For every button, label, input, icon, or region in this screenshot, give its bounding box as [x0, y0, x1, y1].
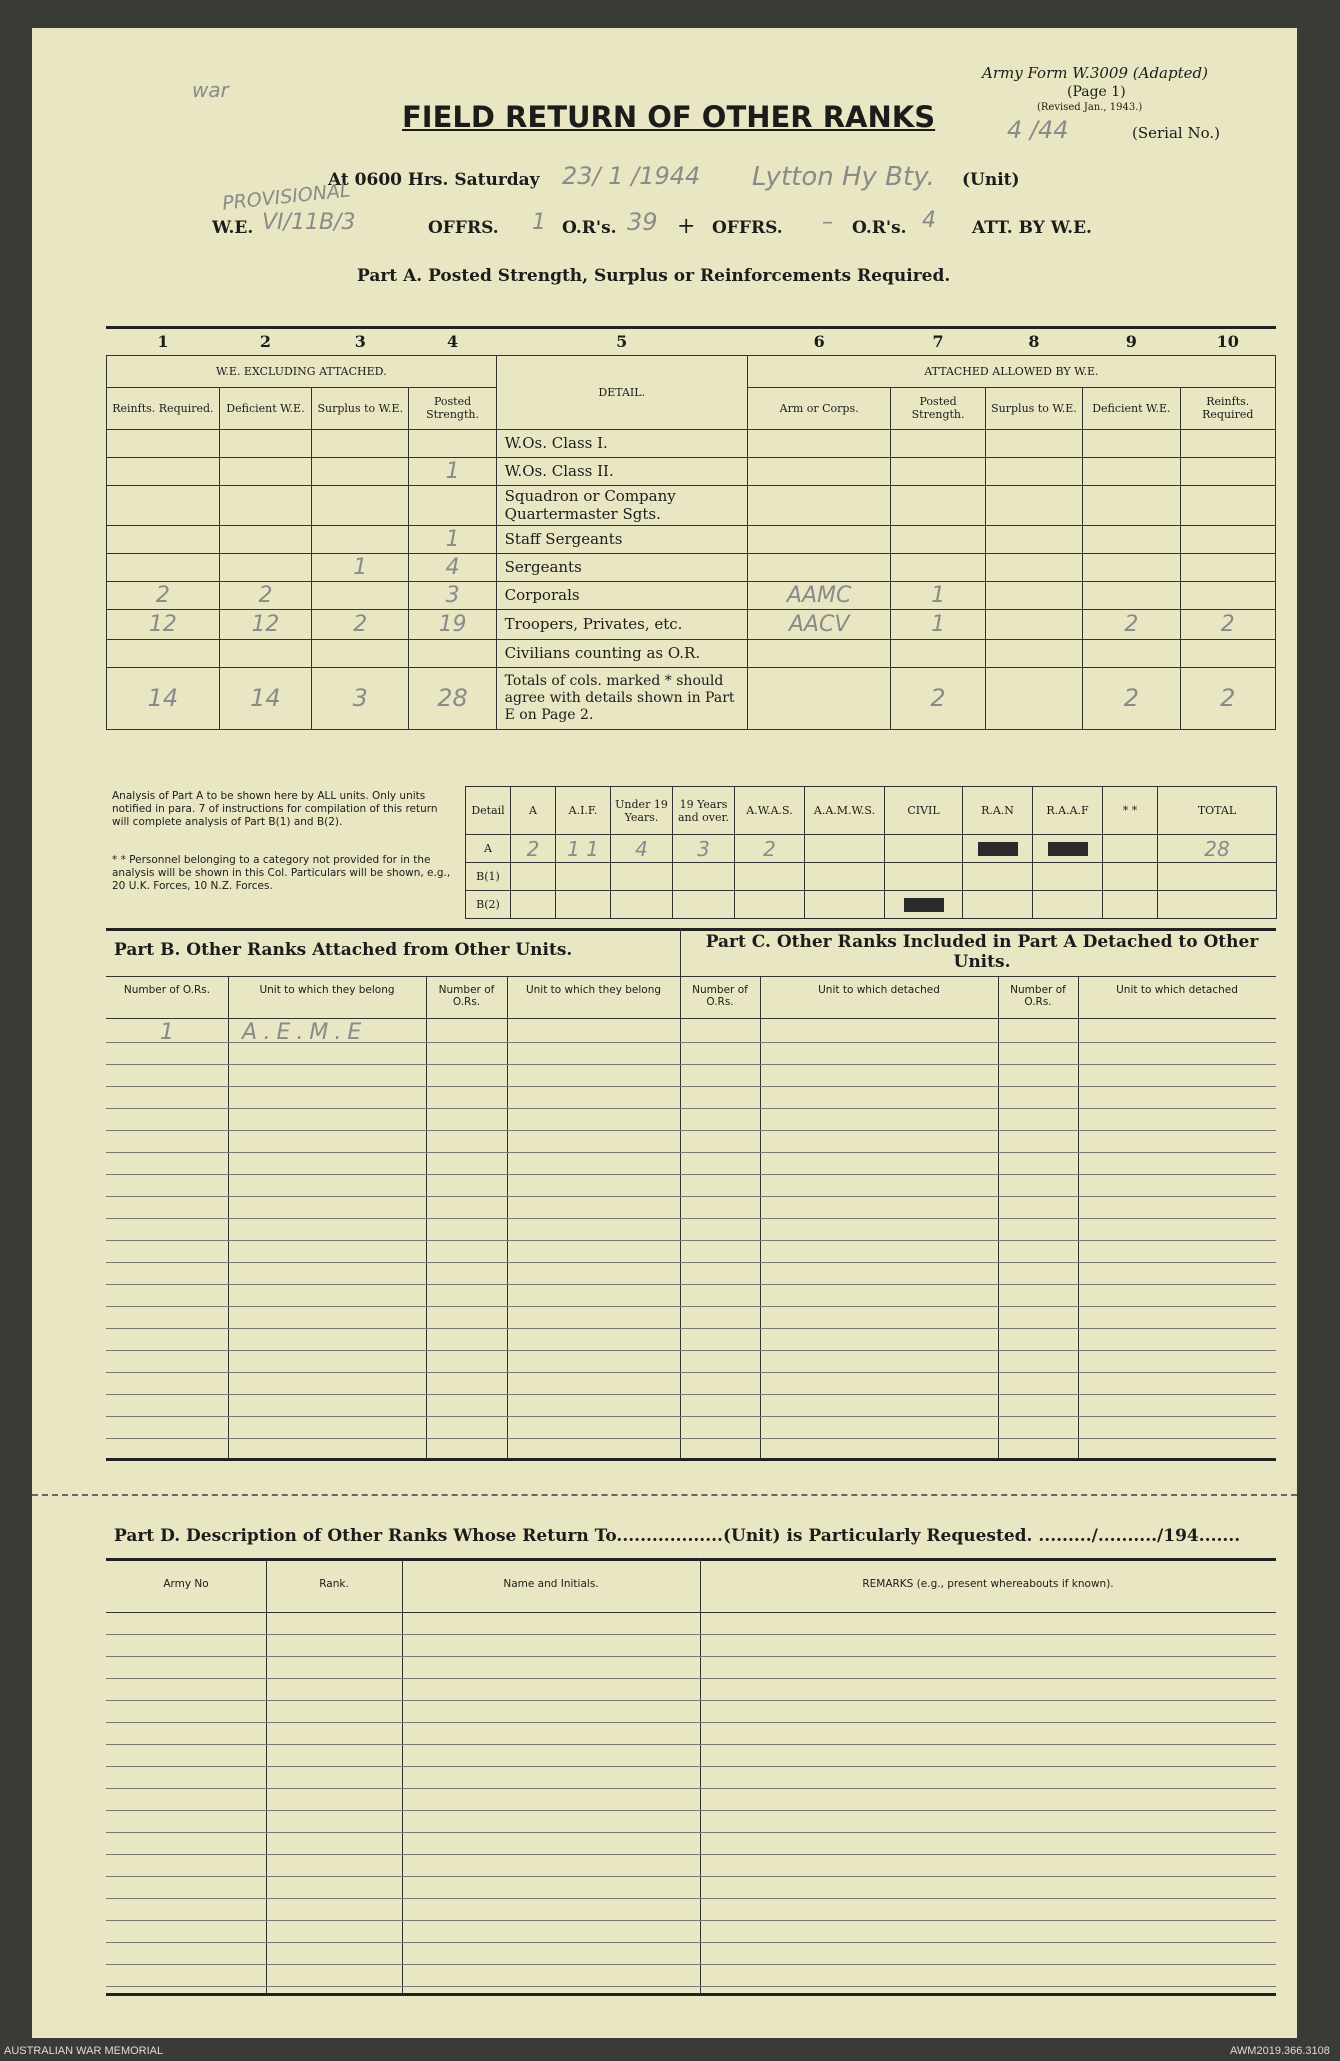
cell-value: [985, 525, 1082, 553]
analysis-cell: 28: [1158, 835, 1277, 863]
serial-value: 4 /44: [1007, 116, 1069, 144]
grid-vline: [760, 976, 761, 1458]
cell-value: [891, 525, 985, 553]
col-num: 6: [813, 332, 825, 352]
grid-vline: [998, 976, 999, 1458]
entry-unit: A.E.M.E: [242, 1020, 368, 1045]
at-label: At 0600 Hrs. Saturday: [328, 170, 540, 190]
analysis-header: Detail: [466, 787, 511, 835]
cell-value: [747, 525, 891, 553]
att-label: ATT. BY W.E.: [972, 218, 1092, 238]
total-value: [747, 667, 891, 729]
analysis-header: A.I.F.: [556, 787, 611, 835]
grid-bottom-rule: [106, 1993, 1276, 1996]
cell-value: [312, 429, 409, 457]
cell-value: 2: [1083, 609, 1180, 639]
cell-value: [219, 525, 311, 553]
cell-value: [891, 457, 985, 485]
analysis-header: R.A.A.F: [1033, 787, 1103, 835]
offrs-value-1: 1: [532, 210, 546, 235]
cell-value: [747, 639, 891, 667]
col-header: Posted Strength.: [891, 387, 985, 429]
row-label: Civilians counting as O.R.: [496, 639, 747, 667]
grid-hline: [106, 1240, 1276, 1241]
analysis-cell: [1158, 891, 1277, 919]
serial-label: (Serial No.): [1132, 124, 1220, 142]
grid-vline: [266, 1558, 267, 1993]
analysis-header: Under 19 Years.: [611, 787, 673, 835]
grid-hline: [106, 1612, 1276, 1613]
form-id: Army Form W.3009 (Adapted): [982, 64, 1208, 82]
cell-value: [312, 485, 409, 525]
cell-value: 2: [107, 581, 220, 609]
cell-value: [409, 639, 496, 667]
table-row: [107, 457, 1276, 485]
date-value: 23/ 1 /1944: [562, 162, 701, 190]
offrs-label-2: OFFRS.: [712, 218, 783, 238]
cell-value: [219, 639, 311, 667]
analysis-cell: [963, 835, 1033, 863]
grid-hline: [106, 1898, 1276, 1899]
part-a-title: Part A. Posted Strength, Surplus or Reinforcements Required.: [357, 266, 951, 286]
totals-row: [107, 667, 1276, 729]
grid-hline: [106, 1416, 1276, 1417]
cell-value: 2: [1180, 609, 1275, 639]
cell-value: [985, 609, 1082, 639]
cell-value: [985, 581, 1082, 609]
analysis-header: R.A.N: [963, 787, 1033, 835]
totals-label: Totals of cols. marked * should agree with details shown in Part E on Page 2.: [496, 667, 747, 729]
form-revised: (Revised Jan., 1943.): [1037, 102, 1143, 113]
cell-value: [107, 485, 220, 525]
cell-value: [747, 457, 891, 485]
column-header: Name and Initials.: [503, 1578, 599, 1590]
analysis-cell: 1 1: [556, 835, 611, 863]
analysis-cell: [673, 863, 735, 891]
row-label: Corporals: [496, 581, 747, 609]
analysis-cell: [963, 891, 1033, 919]
page-title: FIELD RETURN OF OTHER RANKS: [402, 100, 936, 134]
total-value: 28: [409, 667, 496, 729]
column-header: Number of O.Rs.: [692, 984, 748, 1008]
grid-hline: [106, 1284, 1276, 1285]
cell-value: 2: [219, 581, 311, 609]
col-num: 3: [354, 332, 366, 352]
ors-label-1: O.R's.: [562, 218, 617, 238]
analysis-cell: [611, 863, 673, 891]
col-header: Surplus to W.E.: [312, 387, 409, 429]
grid-hline: [106, 1832, 1276, 1833]
analysis-row-label: B(1): [466, 863, 511, 891]
cell-value: 1: [409, 525, 496, 553]
analysis-cell: [885, 891, 963, 919]
cell-value: 4: [409, 553, 496, 581]
analysis-cell: [805, 863, 885, 891]
row-label: W.Os. Class I.: [496, 429, 747, 457]
cell-value: 2: [312, 609, 409, 639]
we-excluding-header: W.E. EXCLUDING ATTACHED.: [107, 355, 497, 387]
cell-value: [219, 457, 311, 485]
analysis-cell: [556, 891, 611, 919]
footer-right: AWM2019.366.3108: [1230, 2045, 1330, 2057]
grid-hline: [106, 1678, 1276, 1679]
grid-hline: [106, 1656, 1276, 1657]
footer-left: AUSTRALIAN WAR MEMORIAL: [4, 2045, 164, 2057]
row-label: Squadron or Company Quartermaster Sgts.: [496, 485, 747, 525]
cell-value: 1: [891, 609, 985, 639]
analysis-row: [466, 891, 1277, 919]
column-header: Number of O.Rs.: [1010, 984, 1066, 1008]
col-num: 9: [1125, 332, 1137, 352]
cell-value: [1083, 581, 1180, 609]
analysis-cell: 3: [673, 835, 735, 863]
analysis-cell: [735, 863, 805, 891]
detail-header: DETAIL.: [496, 355, 747, 429]
blackout-mark: [1048, 842, 1088, 856]
grid-hline: [106, 1394, 1276, 1395]
ors-value-1: 39: [627, 208, 658, 236]
grid-hline: [106, 1744, 1276, 1745]
unit-label: (Unit): [962, 170, 1020, 190]
grid-vline: [680, 976, 681, 1458]
grid-hline: [106, 1700, 1276, 1701]
analysis-cell: 2: [735, 835, 805, 863]
total-value: 2: [1083, 667, 1180, 729]
grid-hline: [106, 1130, 1276, 1131]
grid-hline: [106, 1986, 1276, 1987]
analysis-header: A.A.M.W.S.: [805, 787, 885, 835]
grid-hline: [106, 1438, 1276, 1439]
col-num: 4: [446, 332, 459, 352]
cell-value: [891, 553, 985, 581]
grid-hline: [106, 1722, 1276, 1723]
cell-value: [891, 639, 985, 667]
grid-hline: [106, 1810, 1276, 1811]
grid-hline: [106, 1350, 1276, 1351]
cell-value: [747, 553, 891, 581]
table-row: [107, 609, 1276, 639]
total-value: 2: [1180, 667, 1275, 729]
col-header: Deficient W.E.: [1083, 387, 1180, 429]
analysis-cell: [805, 891, 885, 919]
column-header: Number of O.Rs.: [123, 984, 211, 996]
part-c-title: Part C. Other Ranks Included in Part A Detached to Other Units.: [705, 932, 1259, 972]
cell-value: [219, 429, 311, 457]
grid-vline: [228, 976, 229, 1458]
analysis-header: A: [511, 787, 556, 835]
analysis-cell: 2: [511, 835, 556, 863]
analysis-cell: [511, 891, 556, 919]
analysis-cell: [1033, 863, 1103, 891]
blackout-mark: [978, 842, 1018, 856]
cell-value: [747, 485, 891, 525]
total-value: 2: [891, 667, 985, 729]
col-num: 8: [1028, 332, 1040, 352]
grid-hline: [106, 1174, 1276, 1175]
cell-value: [107, 525, 220, 553]
cell-value: [107, 553, 220, 581]
cell-value: [747, 429, 891, 457]
cell-value: [891, 429, 985, 457]
cell-value: [985, 457, 1082, 485]
grid-vline: [426, 976, 427, 1458]
total-value: [985, 667, 1082, 729]
col-num: 7: [932, 332, 944, 352]
provisional-note: PROVISIONAL: [221, 179, 352, 215]
blackout-mark: [904, 898, 944, 912]
part-d-title: Part D. Description of Other Ranks Whose Return To..................(Unit) is Particularly Requested. ........./........../194.......: [114, 1526, 1241, 1546]
cell-value: [891, 485, 985, 525]
grid-hline: [106, 1788, 1276, 1789]
cell-value: [107, 639, 220, 667]
ors-value-2: 4: [922, 208, 936, 233]
ors-label-2: O.R's.: [852, 218, 907, 238]
analysis-cell: [1103, 835, 1158, 863]
table-row: [107, 429, 1276, 457]
grid-hline: [106, 1086, 1276, 1087]
grid-bottom-rule: [106, 1458, 1276, 1461]
total-value: 14: [107, 667, 220, 729]
cell-value: 12: [107, 609, 220, 639]
cell-value: [409, 485, 496, 525]
column-header: Unit to which they belong: [259, 984, 395, 996]
col-num: 1: [157, 332, 169, 352]
column-header: REMARKS (e.g., present whereabouts if known).: [862, 1578, 1114, 1590]
col-num: 5: [616, 332, 628, 352]
col-header: Reinfts. Required: [1180, 387, 1275, 429]
analysis-cell: [1158, 863, 1277, 891]
we-value: VI/11B/3: [262, 210, 356, 235]
total-value: 3: [312, 667, 409, 729]
analysis-row: [466, 863, 1277, 891]
margin-note: war: [192, 78, 229, 102]
cell-value: [219, 485, 311, 525]
unit-value: Lytton Hy Bty.: [752, 162, 935, 192]
column-number-row: [107, 329, 1276, 355]
cell-value: 1: [891, 581, 985, 609]
analysis-cell: [511, 863, 556, 891]
analysis-note-2: * * Personnel belonging to a category not provided for in the analysis will be shown in this Col. Particulars will be shown, e.g., 20 U.K. Forces, 10 N.Z. Forces.: [112, 854, 451, 892]
grid-hline: [106, 1218, 1276, 1219]
grid-hline: [106, 1634, 1276, 1635]
cell-value: 12: [219, 609, 311, 639]
cell-value: 3: [409, 581, 496, 609]
analysis-header: * *: [1103, 787, 1158, 835]
grid-hline: [106, 1262, 1276, 1263]
col-header: Reinfts. Required.: [107, 387, 220, 429]
grid-vline: [507, 976, 508, 1458]
grid-hline: [106, 1372, 1276, 1373]
cell-value: [312, 525, 409, 553]
row-label: Troopers, Privates, etc.: [496, 609, 747, 639]
analysis-row-label: A: [466, 835, 511, 863]
column-header: Unit to which they belong: [525, 984, 662, 996]
column-header: Number of O.Rs.: [438, 984, 495, 1008]
grid-hline: [106, 1152, 1276, 1153]
attached-header: ATTACHED ALLOWED BY W.E.: [747, 355, 1275, 387]
cell-value: [1180, 429, 1275, 457]
analysis-cell: 4: [611, 835, 673, 863]
analysis-header: CIVIL: [885, 787, 963, 835]
cell-value: [985, 553, 1082, 581]
table-row: [107, 525, 1276, 553]
cell-value: [1180, 553, 1275, 581]
grid-vline: [402, 1558, 403, 1993]
form-paper: [32, 28, 1297, 2038]
cell-value: [985, 429, 1082, 457]
row-label: Sergeants: [496, 553, 747, 581]
cell-value: [1083, 553, 1180, 581]
grid-hline: [106, 1876, 1276, 1877]
grid-hline: [106, 1064, 1276, 1065]
analysis-row-label: B(2): [466, 891, 511, 919]
analysis-cell: [1103, 891, 1158, 919]
analysis-cell: [673, 891, 735, 919]
cell-value: [1083, 639, 1180, 667]
analysis-header: 19 Years and over.: [673, 787, 735, 835]
tear-line: [32, 1494, 1297, 1496]
table-row: [107, 639, 1276, 667]
cell-value: [312, 457, 409, 485]
col-header: Posted Strength.: [409, 387, 496, 429]
table-row: [107, 581, 1276, 609]
analysis-cell: [556, 863, 611, 891]
column-header: Rank.: [319, 1578, 349, 1590]
cell-value: 1: [409, 457, 496, 485]
cell-value: [409, 429, 496, 457]
analysis-cell: [611, 891, 673, 919]
col-header: Deficient W.E.: [219, 387, 311, 429]
cell-value: [219, 553, 311, 581]
grid-vline: [700, 1558, 701, 1993]
analysis-cell: [1103, 863, 1158, 891]
col-header: Arm or Corps.: [747, 387, 891, 429]
plus-sign: +: [677, 214, 696, 239]
cell-value: [107, 429, 220, 457]
cell-value: [312, 581, 409, 609]
grid-hline: [106, 1018, 1276, 1019]
grid-hline: [106, 1328, 1276, 1329]
col-num: 10: [1216, 332, 1239, 352]
cell-value: [1180, 639, 1275, 667]
cell-value: [1180, 525, 1275, 553]
cell-value: [1180, 581, 1275, 609]
cell-value: AAMC: [747, 581, 891, 609]
row-label: Staff Sergeants: [496, 525, 747, 553]
grid-hline: [106, 1854, 1276, 1855]
analysis-cell: [1033, 891, 1103, 919]
part-a-table: [106, 329, 1276, 730]
cell-value: [985, 639, 1082, 667]
analysis-cell: [885, 835, 963, 863]
table-row: [107, 553, 1276, 581]
grid-vline: [1078, 976, 1079, 1458]
column-header: Unit to which detached: [818, 984, 940, 996]
analysis-table: [465, 786, 1277, 919]
cell-value: [1083, 485, 1180, 525]
offrs-value-2: –: [822, 210, 833, 235]
cell-value: AACV: [747, 609, 891, 639]
analysis-cell: [963, 863, 1033, 891]
offrs-label-1: OFFRS.: [428, 218, 499, 238]
analysis-row: [466, 835, 1277, 863]
cell-value: [1083, 429, 1180, 457]
analysis-header: A.W.A.S.: [735, 787, 805, 835]
column-header: Army No: [163, 1578, 209, 1590]
part-b-title: Part B. Other Ranks Attached from Other Units.: [114, 940, 573, 960]
row-label: W.Os. Class II.: [496, 457, 747, 485]
grid-hline: [106, 1108, 1276, 1109]
grid-hline: [106, 1766, 1276, 1767]
analysis-cell: [805, 835, 885, 863]
analysis-header: TOTAL: [1158, 787, 1277, 835]
cell-value: [1083, 525, 1180, 553]
cell-value: [1083, 457, 1180, 485]
analysis-cell: [885, 863, 963, 891]
cell-value: [312, 639, 409, 667]
analysis-cell: [735, 891, 805, 919]
grid-hline: [106, 1920, 1276, 1921]
we-label: W.E.: [212, 218, 254, 238]
grid-hline: [106, 1196, 1276, 1197]
analysis-note: Analysis of Part A to be shown here by ALL units. Only units notified in para. 7 of instructions for compilation of this return will complete analysis of Part B(1) and B(2).: [112, 790, 438, 828]
col-header: Surplus to W.E.: [985, 387, 1082, 429]
column-header: Unit to which detached: [1116, 984, 1238, 996]
col-num: 2: [259, 332, 271, 352]
grid-hline: [106, 1306, 1276, 1307]
cell-value: [1180, 457, 1275, 485]
cell-value: 1: [312, 553, 409, 581]
cell-value: 19: [409, 609, 496, 639]
total-value: 14: [219, 667, 311, 729]
analysis-cell: [1033, 835, 1103, 863]
form-page: (Page 1): [1067, 84, 1126, 100]
grid-hline: [106, 1964, 1276, 1965]
grid-hline: [106, 1942, 1276, 1943]
cell-value: [985, 485, 1082, 525]
cell-value: [1180, 485, 1275, 525]
entry-number: 1: [160, 1020, 174, 1045]
cell-value: [107, 457, 220, 485]
table-row: [107, 485, 1276, 525]
